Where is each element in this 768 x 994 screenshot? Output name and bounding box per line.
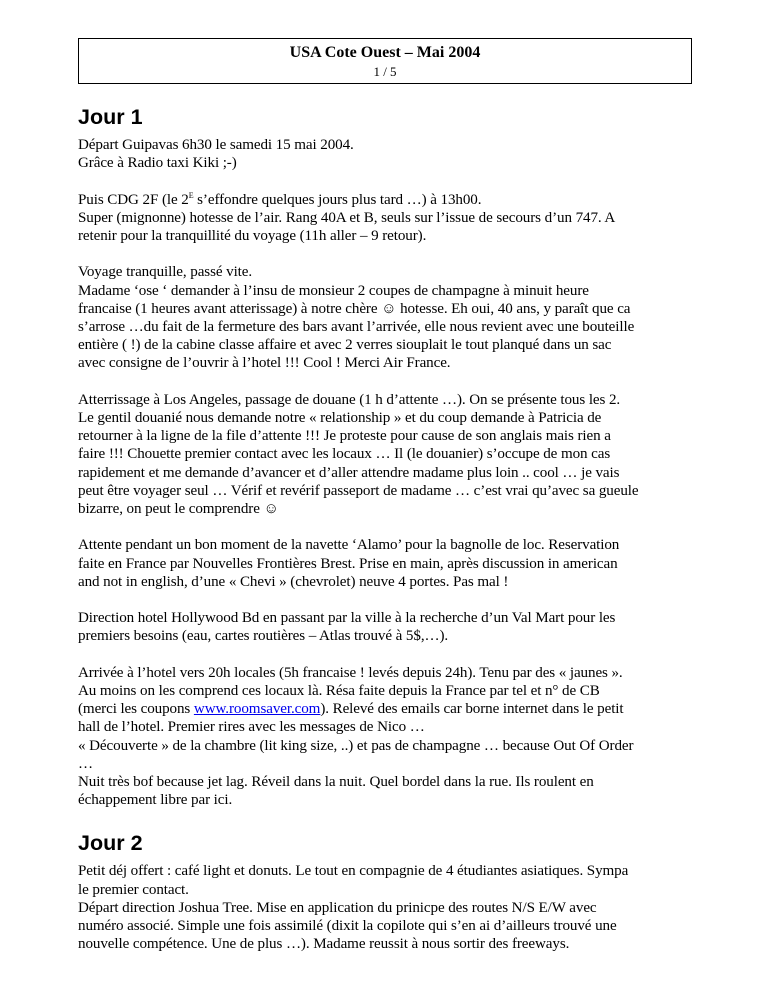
paragraph bbox=[78, 536, 692, 591]
text-line: entière ( !) de la cabine classe affaire et avec 2 verres siouplait le tout planqué dans un sac bbox=[78, 337, 612, 354]
paragraph bbox=[78, 191, 692, 246]
text-line: « Découverte » de la chambre (lit king size, ..) et pas de champagne … because Out Of Order bbox=[78, 737, 634, 754]
text-line: Puis CDG 2F (le $2^E$ s’effondre quelques jours plus tard …) à 13h00. bbox=[78, 190, 482, 208]
paragraph bbox=[78, 391, 692, 518]
text-line: Départ direction Joshua Tree. Mise en application du prinicpe des routes N/S E/W avec bbox=[78, 899, 597, 916]
paragraph bbox=[78, 664, 692, 810]
text-line: Voyage tranquille, passé vite. bbox=[78, 264, 253, 281]
roomsaver-link[interactable]: www.roomsaver.com bbox=[193, 701, 321, 718]
text-line: … bbox=[78, 755, 93, 772]
document-title: USA Cote Ouest – Mai 2004 bbox=[289, 44, 481, 61]
text-line: retourner à la ligne de la file d’attente !!! Je proteste pour cause de son anglais mais rien a bbox=[78, 428, 611, 445]
text-line: Nuit très bof because jet lag. Réveil dans la nuit. Quel bordel dans la rue. Ils roulent en bbox=[78, 774, 594, 791]
text-line: nouvelle compétence. Une de plus …). Madame reussit à nous sortir des freeways. bbox=[78, 936, 570, 953]
text-line: Grâce à Radio taxi Kiki ;-) bbox=[78, 155, 237, 172]
paragraph bbox=[78, 136, 692, 172]
text-line: le premier contact. bbox=[78, 881, 189, 898]
paragraph bbox=[78, 263, 692, 372]
text-line: numéro associé. Simple une fois assimilé (dixit la copilote qui s’en ai d’ailleurs trouvé une bbox=[78, 918, 617, 935]
text-line: premiers besoins (eau, cartes routières – Atlas trouvé à 5$,…). bbox=[78, 628, 449, 645]
paragraph bbox=[78, 862, 692, 953]
day-2-heading: Jour 2 bbox=[78, 831, 143, 856]
text-line: Au moins on les comprend ces locaux là. Résa faite depuis la France par tel et n° de CB bbox=[78, 683, 600, 699]
text-line: Super (mignonne) hotesse de l’air. Rang 40A et B, seuls sur l’issue de secours d’un 747. A bbox=[78, 209, 616, 226]
text-line: bizarre, on peut le comprendre ☺ bbox=[78, 501, 279, 518]
paragraph bbox=[78, 609, 692, 645]
text-line: faire !!! Chouette premier contact avec les locaux … Il (le douanier) s’occupe de mon cas bbox=[78, 446, 611, 463]
text-line: hall de l’hotel. Premier rires avec les messages de Nico … bbox=[78, 719, 425, 736]
text-line: Petit déj offert : café light et donuts. Le tout en compagnie de 4 étudiantes asiatiques. Sympa bbox=[78, 863, 629, 880]
text-line: faite en France par Nouvelles Frontières Brest. Prise en main, après discussion in american bbox=[78, 555, 618, 572]
day-1-heading: Jour 1 bbox=[78, 105, 143, 129]
document-header bbox=[78, 38, 692, 84]
text-line: francaise (1 heures avant atterissage) à notre chère ☺ hotesse. Eh oui, 40 ans, y paraît que ca bbox=[78, 300, 631, 317]
text-line: retenir pour la tranquillité du voyage (11h aller – 9 retour). bbox=[78, 228, 427, 244]
text-line: Attente pendant un bon moment de la navette ‘Alamo’ pour la bagnolle de loc. Reservation bbox=[78, 537, 620, 554]
text-line: Atterrissage à Los Angeles, passage de douane (1 h d’attente …). On se présente tous les 2. bbox=[78, 391, 621, 408]
page-number: 1 / 5 bbox=[373, 64, 397, 79]
text-line: Direction hotel Hollywood Bd en passant par la ville à la recherche d’un Val Mart pour les bbox=[78, 610, 616, 627]
text-line: (merci les coupons www.roomsaver.com). Relevé des emails car borne internet dans le petit bbox=[78, 701, 624, 718]
text-line: Madame ‘ose ‘ demander à l’insu de monsieur 2 coupes de champagne à minuit heure bbox=[78, 282, 589, 299]
text-line: peut être voyager seul … Vérif et revérif passeport de madame … c’est vrai qu’avec sa gueule bbox=[78, 482, 639, 499]
text-line: rapidement et me demande d’avancer et d’aller attendre madame plus loin .. cool … je vais bbox=[78, 464, 620, 481]
text-line: avec consigne de l’ouvrir à l’hotel !!! Cool ! Merci Air France. bbox=[78, 355, 451, 372]
superscript: E bbox=[188, 190, 194, 200]
text-line: Arrivée à l’hotel vers 20h locales (5h francaise ! levés depuis 24h). Tenu par des « jaunes ». bbox=[78, 664, 623, 681]
text-line: s’arrose …du fait de la fermeture des bars avant l’arrivée, elle nous revient avec une bouteille bbox=[78, 319, 635, 335]
document-page bbox=[78, 38, 692, 953]
text-line: Départ Guipavas 6h30 le samedi 15 mai 2004. bbox=[78, 137, 354, 153]
text-line: and not in english, d’une « Chevi » (chevrolet) neuve 4 portes. Pas mal ! bbox=[78, 573, 509, 590]
text-line: échappement libre par ici. bbox=[78, 792, 233, 809]
text-line: Le gentil douanié nous demande notre « relationship » et du coup demande à Patricia de bbox=[78, 410, 602, 426]
